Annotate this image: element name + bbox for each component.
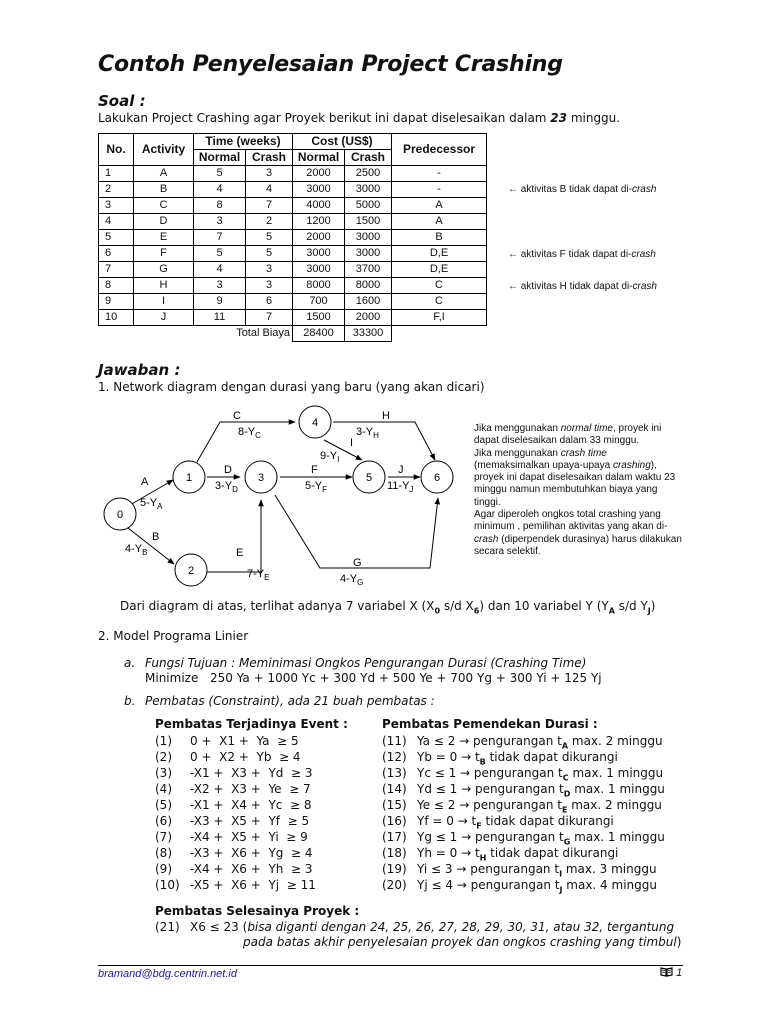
col-cost-crash: Crash [345,150,392,166]
col-time: Time (weeks) [194,134,293,150]
constraint-number: (19) [382,862,407,876]
table-row [99,262,487,278]
footer-email[interactable]: bramand@bdg.centrin.net.id [98,968,237,980]
constraint-number: (17) [382,830,407,844]
cell-tc: 6 [246,294,293,310]
col-predecessor: Predecessor [392,134,487,166]
constraint-expression: Yg ≤ 1 → pengurangan $t_G$ max. 1 minggu [417,830,665,847]
constraint-number: (9) [155,862,172,876]
constraint-expression: -X4 + X5 + Yi ≥ 9 [190,830,308,844]
page-number-area [660,967,682,980]
cell-tc: 7 [246,198,293,214]
dur-c: $8-Y_C$ [238,426,261,440]
cell-act: A [134,166,194,182]
cell-cc: 3000 [345,230,392,246]
cell-pred: - [392,166,487,182]
cell-cn: 4000 [293,198,345,214]
cell-tc: 3 [246,278,293,294]
table-row [99,310,487,326]
cell-cc: 3000 [345,246,392,262]
table-row [99,166,487,182]
cell-cn: 3000 [293,246,345,262]
duration-heading: Pembatas Pemendekan Durasi : [382,717,598,731]
cell-pred: A [392,214,487,230]
cell-pred: F,I [392,310,487,326]
jawaban-heading: Jawaban : [98,361,181,379]
total-crash: 33300 [345,326,392,342]
cell-tn: 9 [194,294,246,310]
cell-pred: - [392,182,487,198]
constraint-expression: Ya ≤ 2 → pengurangan $t_A$ max. 2 minggu [417,734,663,751]
cell-pred: C [392,294,487,310]
note-b: ← aktivitas B tidak dapat di-crash [508,184,657,195]
soal-heading: Soal : [98,92,146,110]
cell-tc: 7 [246,310,293,326]
cell-cn: 2000 [293,166,345,182]
edge-e [207,500,261,572]
constraint-expression: 0 + X2 + Yb ≥ 4 [190,750,301,764]
constraint-expression: $Yf = 0 \to t_F$ tidak dapat dikurangi [417,814,614,831]
lp-a-label: a. [124,656,136,670]
objective-function: 250 Ya + 1000 Yc + 300 Yd + 500 Ye + 700 Yg + 300 Yi + 125 Yj [210,671,602,685]
constraint-number: (16) [382,814,407,828]
constraint-number: (15) [382,798,407,812]
cell-cc: 1500 [345,214,392,230]
cell-tc: 4 [246,182,293,198]
cell-act: C [134,198,194,214]
constraint-number: (4) [155,782,172,796]
cell-tc: 5 [246,230,293,246]
cell-cc: 3700 [345,262,392,278]
cell-cn: 1500 [293,310,345,326]
dur-g: $4-Y_G$ [340,573,364,587]
cell-cc: 5000 [345,198,392,214]
dur-b: $4-Y_B$ [125,543,148,557]
constraint-number: (7) [155,830,172,844]
note-h: ← aktivitas H tidak dapat di-crash [508,281,657,292]
total-normal: 28400 [293,326,345,342]
end-constraint-cont: pada batas akhir penyelesaian proyek dan ongkos crashing yang timbul) [243,935,682,949]
cell-pred: A [392,198,487,214]
constraint-expression: 0 + X1 + Ya ≥ 5 [190,734,299,748]
constraint-expression: $Yh = 0 \to t_H$ tidak dapat dikurangi [417,846,619,863]
constraint-number: (11) [382,734,407,748]
constraint-number: (10) [155,878,180,892]
cell-act: G [134,262,194,278]
note-f: ← aktivitas F tidak dapat di-crash [508,249,656,260]
page-number: 1 [676,967,683,979]
table-row [99,214,487,230]
table-row [99,294,487,310]
footer-rule [98,965,683,966]
cell-cn: 700 [293,294,345,310]
constraint-number: (5) [155,798,172,812]
lp-a-text: Fungsi Tujuan : Meminimasi Ongkos Pengurangan Durasi (Crashing Time) [145,656,587,670]
dur-i: $9-Y_I$ [320,450,340,464]
cell-cc: 1600 [345,294,392,310]
table-row [99,230,487,246]
node-6-label: 6 [433,472,441,484]
network-diagram [90,400,470,595]
cell-act: B [134,182,194,198]
constraint-expression: Ye ≤ 2 → pengurangan $t_E$ max. 2 minggu [417,798,662,815]
constraint-number: (20) [382,878,407,892]
cell-cn: 3000 [293,182,345,198]
cell-act: J [134,310,194,326]
label-b: B [152,531,160,543]
diagram-note: Dari diagram di atas, terlihat adanya 7 variabel X ($X_0$ s/d $X_6$) dan 10 variabel Y ($Y_A$ s/d $Y_J$) [120,599,656,616]
cell-tn: 4 [194,182,246,198]
cell-no: 8 [99,278,134,294]
label-d: D [224,464,232,476]
constraint-expression: -X3 + X5 + Yf ≥ 5 [190,814,310,828]
table-row [99,246,487,262]
cell-tc: 3 [246,262,293,278]
end-heading: Pembatas Selesainya Proyek : [155,904,360,918]
cell-cc: 3000 [345,182,392,198]
table-row [99,198,487,214]
page-title: Contoh Penyelesaian Project Crashing [98,52,563,77]
dur-j: $11-Y_J$ [387,480,414,494]
constraint-expression: Yc ≤ 1 → pengurangan $t_C$ max. 1 minggu [417,766,664,783]
cell-cc: 2000 [345,310,392,326]
cell-pred: C [392,278,487,294]
edge-h [333,422,435,460]
constraint-number: (6) [155,814,172,828]
soal-intro: Lakukan Project Crashing agar Proyek berikut ini dapat diselesaikan dalam 23 minggu. [98,111,621,125]
constraint-expression: -X1 + X3 + Yd ≥ 3 [190,766,313,780]
col-activity: Activity [134,134,194,166]
event-heading: Pembatas Terjadinya Event : [155,717,348,731]
cell-no: 2 [99,182,134,198]
book-icon [660,967,673,980]
node-5-label: 5 [365,472,373,484]
cell-no: 5 [99,230,134,246]
cell-tn: 3 [194,278,246,294]
constraint-expression: -X2 + X3 + Ye ≥ 7 [190,782,311,796]
constraint-expression: $Yb = 0 \to t_B$ tidak dapat dikurangi [417,750,618,767]
cell-tn: 8 [194,198,246,214]
cell-cn: 1200 [293,214,345,230]
cell-no: 9 [99,294,134,310]
cell-no: 6 [99,246,134,262]
label-f: F [311,464,318,476]
constraint-number: (2) [155,750,172,764]
cell-pred: D,E [392,246,487,262]
cell-tn: 3 [194,214,246,230]
label-h: H [382,410,390,422]
constraint-expression: -X1 + X4 + Yc ≥ 8 [190,798,312,812]
col-no: No. [99,134,134,166]
cell-pred: B [392,230,487,246]
cell-act: I [134,294,194,310]
constraint-number: (13) [382,766,407,780]
col-cost: Cost (US$) [293,134,392,150]
node-0-label: 0 [116,509,124,521]
lp-b-label: b. [124,694,136,708]
col-time-normal: Normal [194,150,246,166]
cell-no: 10 [99,310,134,326]
label-e: E [236,547,244,559]
node-3-label: 3 [257,472,265,484]
col-time-crash: Crash [246,150,293,166]
cell-cc: 8000 [345,278,392,294]
cell-tn: 5 [194,246,246,262]
cell-no: 3 [99,198,134,214]
dur-d: $3-Y_D$ [215,480,238,494]
cell-act: H [134,278,194,294]
constraint-expression: Yj ≤ 4 → pengurangan $t_J$ max. 4 minggu [417,878,657,895]
label-j: J [398,464,404,476]
total-label: Total Biaya [194,326,293,342]
cell-cc: 2500 [345,166,392,182]
constraint-expression: -X5 + X6 + Yj ≥ 11 [190,878,316,892]
dur-f: $5-Y_F$ [305,480,328,494]
cell-act: F [134,246,194,262]
cell-no: 1 [99,166,134,182]
cell-pred: D,E [392,262,487,278]
item-2: 2. Model Programa Linier [98,629,249,643]
cell-no: 4 [99,214,134,230]
constraint-expression: Yd ≤ 1 → pengurangan $t_D$ max. 1 minggu [417,782,665,799]
constraint-number: (1) [155,734,172,748]
cell-tn: 7 [194,230,246,246]
minimize-label: Minimize [145,671,199,685]
cell-act: E [134,230,194,246]
node-1-label: 1 [185,472,193,484]
lp-b-text: Pembatas (Constraint), ada 21 buah pembatas : [145,694,435,708]
constraint-number: (14) [382,782,407,796]
end-constraint: X6 ≤ 23 (bisa diganti dengan 24, 25, 26, 27, 28, 29, 30, 31, atau 32, tergantung [190,920,675,934]
table-row [99,278,487,294]
constraint-expression: -X4 + X6 + Yh ≥ 3 [190,862,313,876]
cell-act: D [134,214,194,230]
constraint-expression: -X3 + X6 + Yg ≥ 4 [190,846,313,860]
cell-tc: 5 [246,246,293,262]
constraint-number: (12) [382,750,407,764]
label-i: I [350,437,354,449]
node-4-label: 4 [311,417,319,429]
dur-a: $5-Y_A$ [140,497,163,511]
constraint-number: (3) [155,766,172,780]
label-c: C [233,410,241,422]
label-a: A [141,476,149,488]
cell-tn: 4 [194,262,246,278]
cell-cn: 3000 [293,262,345,278]
label-g: G [353,557,362,569]
constraint-number: (18) [382,846,407,860]
end-constraint-num: (21) [155,920,180,934]
item-1: 1. Network diagram dengan durasi yang baru (yang akan dicari) [98,380,485,394]
side-explanation: Jika menggunakan normal time, proyek ini dapat diselesaikan dalam 33 minggu. Jika menggunakan crash time (memaksimalkan upaya-upaya crashing), proyek ini dapat diselesaikan dalam waktu 23 minggu namun membutuhkan biaya yang tinggi. Agar diperoleh ongkos total crashing yang minimum , pemilihan aktivitas yang akan di-crash (diperpendek durasinya) harus dilakukan secara selektif. [474,423,682,557]
cell-cn: 2000 [293,230,345,246]
activity-table [98,133,487,342]
col-cost-normal: Normal [293,150,345,166]
cell-cn: 8000 [293,278,345,294]
cell-no: 7 [99,262,134,278]
constraint-expression: Yi ≤ 3 → pengurangan $t_I$ max. 3 minggu [417,862,657,879]
dur-e: $7-Y_E$ [247,568,270,582]
constraint-number: (8) [155,846,172,860]
table-row [99,182,487,198]
dur-h: $3-Y_H$ [356,426,379,440]
cell-tn: 5 [194,166,246,182]
cell-tc: 2 [246,214,293,230]
node-2-label: 2 [187,565,195,577]
cell-tc: 3 [246,166,293,182]
cell-tn: 11 [194,310,246,326]
